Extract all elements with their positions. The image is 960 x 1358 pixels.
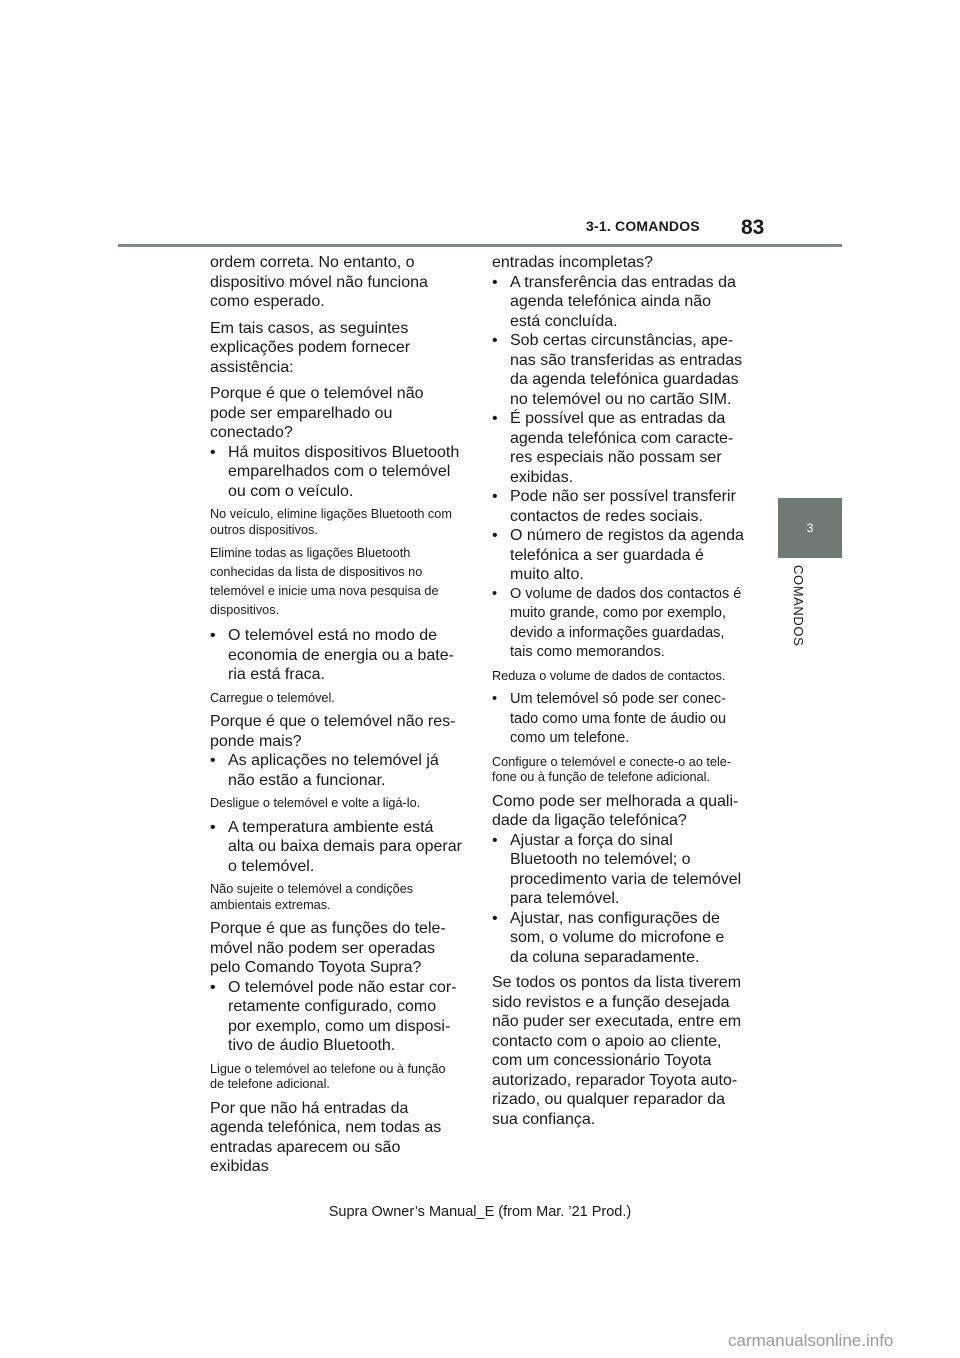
bullet-text: A transferência das entradas da agenda telefónica ainda não está concluída. [510,273,736,330]
bullet-text: É possível que as entradas da agenda telefónica com caracteres especiais não possam ser exibidas. [510,410,734,486]
question-heading: Porque é que o telemóvel não responde mais? [210,713,456,750]
bullet-icon: • [492,273,498,291]
bullet-item [492,526,744,585]
bullet-text: O telemóvel está no modo de economia de energia ou a bateria está fraca. [228,627,454,683]
remedy-note: Não sujeite o telemóvel a condições ambientais extremas. [210,882,414,912]
chapter-label: COMANDOS [791,565,806,647]
right-column [492,253,744,1136]
header-divider [118,244,842,247]
bullet-icon: • [492,488,498,505]
bullet-text: Ajustar a força do sinal Bluetooth no telemóvel; o procedimento varia de telemóvel para telemóvel. [510,831,742,907]
question-heading-continued: entradas incompletas? [492,254,653,271]
bullet-icon: • [210,818,216,836]
bullet-icon: • [210,443,216,461]
section-title: 3-1. COMANDOS [586,218,700,234]
bullet-item [492,487,744,526]
footer-text: Supra Owner’s Manual_E (from Mar. ’21 Prod.) [328,1204,632,1220]
bullet-text: O telemóvel pode não estar corretamente configurado, como por exemplo, como um dispositivo de áudio Bluetooth. [228,978,457,1054]
bullet-item [492,831,744,909]
bullet-item [492,585,744,663]
paragraph: Em tais casos, as seguintes explicações podem fornecer assistência: [210,319,411,376]
bullet-icon: • [210,752,216,769]
remedy-note: Configure o telemóvel e conecte-o ao telefone ou à função de telefone adicional. [492,754,732,784]
bullet-item [492,690,744,749]
bullet-icon: • [492,410,498,427]
remedy-note: No veículo, elimine ligações Bluetooth com outros dispositivos. [210,507,452,537]
question-heading: Por que não há entradas da agenda telefónica, nem todas as entradas aparecem ou são exibidas [210,1099,442,1175]
bullet-item [492,409,744,487]
bullet-item [210,818,462,877]
bullet-item [492,331,744,409]
bullet-text: O volume de dados dos contactos é muito grande, como por exemplo, devido a informações guardadas, tais como memorandos. [510,585,742,660]
bullet-item [210,443,462,502]
bullet-icon: • [492,831,498,849]
bullet-item [210,626,462,685]
bullet-text: A temperatura ambiente está alta ou baixa demais para operar o telemóvel. [228,818,462,875]
page-number: 83 [741,216,765,239]
bullet-text: Um telemóvel só pode ser conectado como uma fonte de áudio ou como um telefone. [510,691,727,746]
bullet-item [210,751,462,790]
remedy-note: Desligue o telemóvel e volte a ligá-lo. [210,796,421,810]
bullet-icon: • [210,978,216,996]
bullet-icon: • [492,585,498,602]
question-heading: Porque é que o telemóvel não pode ser emparelhado ou conectado? [210,385,424,441]
paragraph: Se todos os pontos da lista tiverem sido revistos e a função desejada não puder ser executada, entre em contacto com o apoio ao cliente, com um concessionário Toyota autorizado, reparador Toyota autorizado, ou qualquer reparador da sua confiança. [492,974,742,1128]
bullet-text: Pode não ser possível transferir contactos de redes sociais. [510,488,736,525]
left-column [210,253,462,1184]
bullet-icon: • [210,627,216,644]
watermark: carmanualsonline.info [728,1331,894,1350]
bullet-icon: • [492,691,498,707]
chapter-tab: 3 [778,498,842,558]
remedy-note: Reduza o volume de dados de contactos. [492,668,726,683]
bullet-item [492,273,744,332]
bullet-item [210,978,462,1056]
bullet-text: Sob certas circunstâncias, apenas são transferidas as entradas da agenda telefónica guardadas no telemóvel ou no cartão SIM. [510,332,743,408]
remedy-note: Elimine todas as ligações Bluetooth conhecidas da lista de dispositivos no telemóvel e inicie uma nova pesquisa de dispositivos. [210,546,439,617]
bullet-item [492,909,744,968]
bullet-text: Há muitos dispositivos Bluetooth emparelhados com o telemóvel ou com o veículo. [228,443,460,500]
bullet-icon: • [492,332,498,349]
remedy-note: Ligue o telemóvel ao telefone ou à função de telefone adicional. [210,1061,446,1091]
question-heading: Porque é que as funções do telemóvel não podem ser operadas pelo Comando Toyota Supra? [210,920,446,976]
paragraph: ordem correta. No entanto, o dispositivo móvel não funciona como esperado. [210,254,428,310]
bullet-text: O número de registos da agenda telefónica a ser guardada é muito alto. [510,527,744,583]
remedy-note: Carregue o telemóvel. [210,690,335,705]
bullet-text: As aplicações no telemóvel já não estão a funcionar. [228,752,439,789]
bullet-text: Ajustar, nas configurações de som, o volume do microfone e da coluna separadamente. [510,909,725,966]
bullet-icon: • [492,527,498,544]
bullet-icon: • [492,909,498,927]
question-heading: Como pode ser melhorada a qualidade da ligação telefónica? [492,792,739,829]
